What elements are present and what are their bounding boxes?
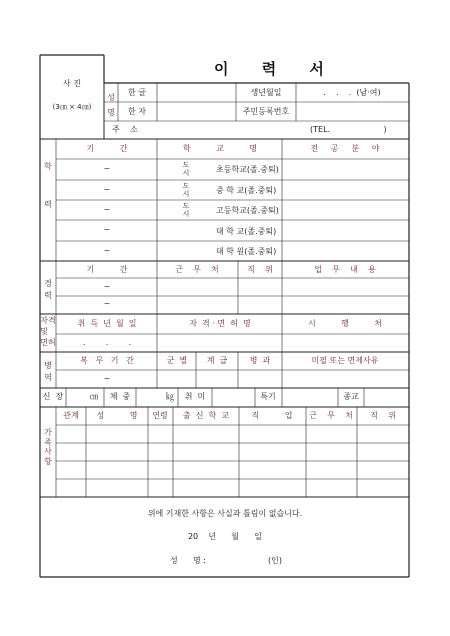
hobby-label: 취 미: [184, 392, 206, 401]
military-period[interactable]: ~: [103, 374, 111, 383]
family-header-school: 출 신 학 교: [182, 411, 230, 420]
education-period[interactable]: ~: [103, 185, 111, 194]
height-unit: ㎝: [90, 392, 98, 401]
education-school: 대 학 원(졸.중퇴): [216, 247, 277, 256]
military-header-period: 복 무 기 간: [80, 356, 134, 365]
signature-label: 성 명 :: [170, 556, 206, 565]
license-header-issuer: 시 행 처: [307, 319, 383, 328]
declaration-date[interactable]: 20 년 월 일: [187, 532, 263, 541]
religion-label: 종교: [343, 392, 359, 401]
military-header-branch: 군 별: [166, 356, 188, 365]
career-header-duties: 업 무 내 용: [314, 265, 376, 274]
weight-label: 체 중: [109, 392, 131, 401]
family-header-age: 연령: [152, 411, 168, 420]
birth-label: 생년월일: [250, 88, 282, 97]
military-header-exemption: 미필 또는 면제사유: [311, 356, 379, 365]
education-school: 중 학 교(졸.중퇴): [216, 186, 277, 195]
hanja-label: 한 자: [128, 107, 146, 116]
family-section-label: 가 족 사 항: [44, 428, 52, 466]
education-header-period: 기 간: [86, 144, 128, 153]
height-label: 신 장: [42, 392, 64, 401]
education-section-label: 학 력: [44, 162, 52, 210]
career-period[interactable]: ~: [103, 299, 111, 308]
seal-mark[interactable]: (인): [268, 556, 282, 565]
family-header-workplace: 근 무 처: [309, 411, 353, 420]
tel-label[interactable]: (TEL. ): [310, 125, 387, 134]
license-header-name: 자 격 · 면 허 명: [189, 319, 251, 328]
license-header-date: 취 득 년 월 일: [77, 319, 137, 328]
page-title: 이 력 서: [214, 60, 338, 78]
license-section-label: 자격 및 면허: [40, 316, 56, 347]
education-header-school: 학 교 명: [182, 144, 258, 153]
name-label: 성 명: [107, 93, 115, 118]
declaration-statement: 위에 기재한 사항은 사실과 틀림이 없습니다.: [147, 509, 303, 518]
career-header-period: 기 간: [86, 265, 128, 274]
family-header-position: 직 위: [370, 411, 396, 420]
military-header-specialty: 병 과: [249, 356, 271, 365]
career-period[interactable]: ~: [103, 282, 111, 291]
birth-value[interactable]: . . . (남·여): [323, 88, 381, 97]
photo-label: 사 진: [63, 79, 81, 88]
family-header-occupation: 직 업: [251, 411, 293, 420]
hangul-label: 한 글: [128, 88, 146, 97]
career-header-position: 직 위: [247, 265, 273, 274]
education-period[interactable]: ~: [103, 164, 111, 173]
resident-number-label: 주민등록번호: [242, 107, 290, 116]
education-region: 도 시: [182, 202, 190, 219]
military-section-label: 병 역: [44, 361, 52, 382]
education-school: 초등학교(졸.중퇴): [216, 165, 279, 174]
education-header-major: 전 공 분 야: [310, 144, 380, 153]
family-header-relation: 관계: [63, 411, 79, 420]
license-date[interactable]: . . .: [82, 338, 132, 347]
family-header-name: 성 명: [96, 411, 138, 420]
weight-unit: ㎏: [166, 392, 174, 401]
education-region: 도 시: [182, 182, 190, 199]
education-period[interactable]: ~: [103, 225, 111, 234]
career-header-workplace: 근 무 처: [175, 265, 219, 274]
address-label: 주 소: [112, 125, 138, 134]
photo-size: (3㎝ × 4㎝): [52, 103, 92, 111]
education-school: 대 학 교(졸.중퇴): [216, 227, 277, 236]
education-period[interactable]: ~: [103, 246, 111, 255]
talent-label: 특기: [260, 392, 276, 401]
military-header-rank: 계 급: [206, 356, 228, 365]
education-period[interactable]: ~: [103, 205, 111, 214]
career-section-label: 경 력: [44, 279, 52, 300]
education-school: 고등학교(졸.중퇴): [216, 206, 279, 215]
education-region: 도 시: [182, 161, 190, 178]
